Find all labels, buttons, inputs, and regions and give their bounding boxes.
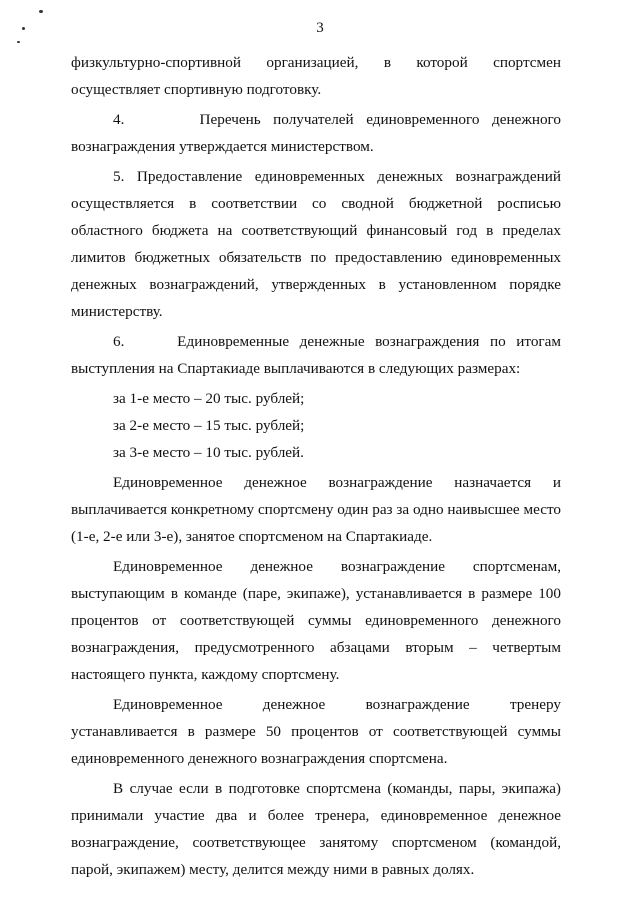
paragraph-item-5: 5. Предоставление единовременных денежных вознаграждений осуществляется в соответствии со сводной бюджетной росписью областного бюджета на соответствующий финансовый год в пределах лимитов бюджетных обязательств по предоставлению единовременных денежных вознаграждений, утвержденных в установленном порядке министерству. — [71, 168, 561, 320]
award-second-place: за 2-е место – 15 тыс. рублей; — [113, 417, 305, 434]
paragraph-coach-award: Единовременное денежное вознаграждение тренеру устанавливается в размере 50 процентов от соответствующей суммы единовременного денежного вознаграждения спортсмена. — [71, 696, 561, 767]
paragraph-item-6: 6. Единовременные денежные вознаграждения по итогам выступления на Спартакиаде выплачиваются в следующих размерах: — [71, 333, 561, 377]
scan-artifact — [17, 41, 20, 43]
paragraph-single-award: Единовременное денежное вознаграждение назначается и выплачивается конкретному спортсмену один раз за одно наивысшее место (1-е, 2-е или 3-е), занятое спортсменом на Спартакиаде. — [71, 474, 561, 545]
award-first-place: за 1-е место – 20 тыс. рублей; — [113, 390, 305, 407]
paragraph-continuation: физкультурно-спортивной организацией, в которой спортсмен осуществляет спортивную подготовку. — [71, 54, 561, 98]
page-number: 3 — [316, 20, 324, 36]
document-body — [71, 49, 561, 886]
award-third-place: за 3-е место – 10 тыс. рублей. — [113, 444, 304, 461]
paragraph-team-award: Единовременное денежное вознаграждение спортсменам, выступающим в команде (паре, экипаже), устанавливается в размере 100 процентов от соответствующей суммы единовременного денежного вознаграждения, предусмотренного абзацами вторым – четвертым настоящего пункта, каждому спортсмену. — [71, 558, 561, 683]
paragraph-item-4: 4. Перечень получателей единовременного денежного вознаграждения утверждается министерством. — [71, 111, 561, 155]
scan-artifact — [39, 10, 43, 13]
paragraph-multiple-coaches: В случае если в подготовке спортсмена (команды, пары, экипажа) принимали участие два и более тренера, единовременное денежное вознаграждение, соответствующее занятому спортсменом (командой, парой, экипажем) месту, делится между ними в равных долях. — [71, 780, 561, 878]
